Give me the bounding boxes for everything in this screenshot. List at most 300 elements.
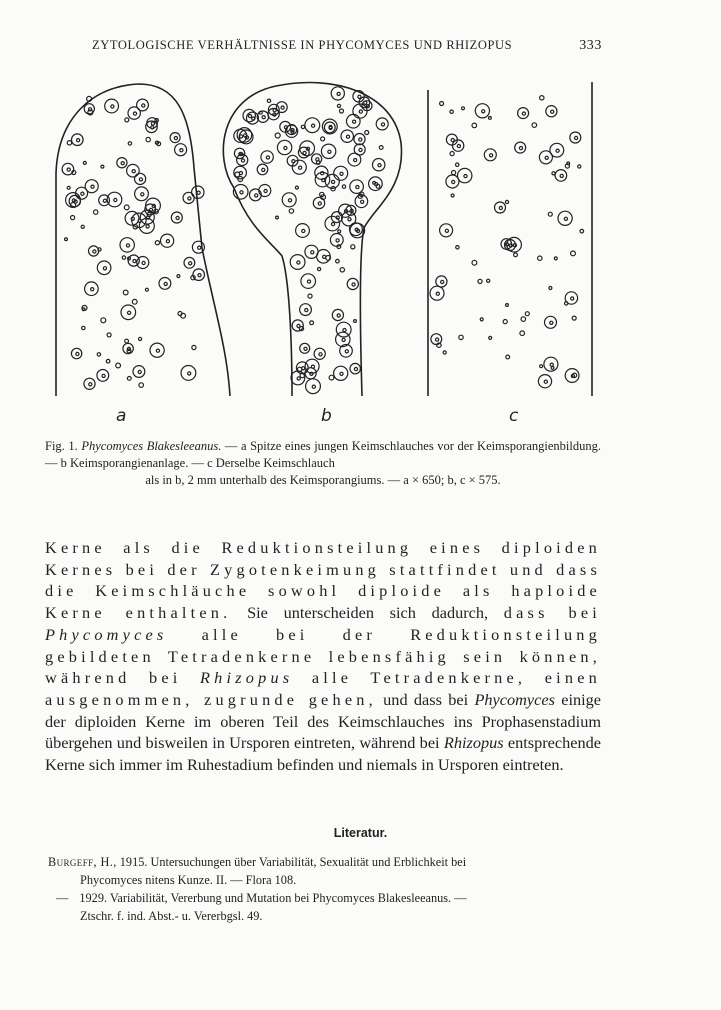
nucleolus — [126, 244, 129, 247]
nucleolus — [361, 200, 364, 203]
nucleolus — [103, 199, 106, 202]
nucleus — [84, 104, 94, 114]
nucleus — [565, 292, 577, 304]
nucleus — [555, 170, 567, 182]
nucleolus — [264, 189, 267, 192]
nucleolus — [359, 148, 362, 151]
nucleolus — [318, 202, 321, 205]
granule — [379, 146, 383, 150]
nucleolus — [340, 172, 343, 175]
nucleolus — [133, 112, 136, 115]
granule — [192, 345, 196, 349]
granule — [338, 230, 341, 233]
granule — [107, 333, 111, 337]
nucleolus — [336, 239, 339, 242]
nucleus — [89, 246, 99, 256]
granule — [125, 339, 129, 343]
nucleolus — [381, 123, 384, 126]
nucleus — [99, 195, 110, 206]
nucleus — [305, 118, 320, 133]
nucleus — [324, 122, 335, 133]
nucleus — [331, 87, 344, 100]
granule — [480, 318, 483, 321]
nucleus — [430, 286, 444, 300]
nucleus — [475, 104, 489, 118]
nucleolus — [240, 191, 243, 194]
nucleolus — [550, 363, 553, 366]
nucleolus — [464, 175, 467, 178]
granule — [123, 290, 128, 295]
figure-caption — [45, 438, 601, 489]
nucleolus — [91, 185, 94, 188]
body-text-3: einige der diploiden Kerne im oberen Teil des Keimschlauches ins Prophasenstadium übergehen und bisweilen in Ursporen eintreten, während bei — [45, 689, 601, 753]
nucleolus — [67, 168, 70, 171]
nucleolus — [198, 246, 201, 249]
nucleolus — [436, 338, 439, 341]
nucleolus — [560, 174, 563, 177]
granule — [459, 335, 463, 339]
granule — [145, 288, 148, 291]
nucleolus — [138, 219, 141, 222]
granule — [351, 245, 355, 249]
nucleolus — [252, 117, 255, 120]
nucleus — [545, 316, 557, 328]
nucleolus — [345, 350, 348, 353]
nucleolus — [149, 208, 152, 211]
running-header — [92, 38, 602, 53]
nucleus — [277, 140, 291, 154]
nucleus — [66, 193, 81, 208]
figure-1-drawing — [44, 78, 604, 398]
granule — [97, 353, 100, 356]
granule — [132, 299, 137, 304]
granule — [572, 316, 576, 320]
nucleolus — [332, 223, 335, 226]
granule — [295, 186, 298, 189]
granule — [155, 241, 159, 245]
nucleus — [127, 164, 140, 177]
granule — [340, 268, 344, 272]
granule — [301, 125, 304, 128]
nucleus — [495, 202, 506, 213]
granule — [98, 248, 101, 251]
nucleus — [184, 257, 195, 268]
literature-heading: Literatur. — [333, 826, 388, 840]
nucleolus — [297, 324, 300, 327]
nucleolus — [452, 180, 455, 183]
granule — [478, 279, 482, 283]
granule — [83, 161, 86, 164]
granule — [65, 238, 68, 241]
body-genus-2: Rhizopus — [200, 668, 294, 688]
granule — [452, 171, 456, 175]
granule — [505, 200, 508, 203]
caption-fig-number: Fig. 1. — [45, 439, 78, 453]
nucleolus — [151, 126, 154, 129]
nucleus — [85, 282, 99, 296]
nucleus — [436, 276, 447, 287]
nucleolus — [262, 116, 265, 119]
granule — [116, 363, 121, 368]
granule — [71, 216, 75, 220]
granule — [376, 184, 380, 188]
granule — [308, 294, 312, 298]
granule — [551, 367, 554, 370]
nucleus — [347, 278, 358, 289]
nucleus — [334, 166, 348, 180]
nucleus — [305, 359, 319, 373]
nucleus — [515, 142, 526, 153]
nucleus — [350, 223, 363, 236]
granule — [580, 229, 584, 233]
nucleus — [72, 134, 84, 146]
nucleolus — [142, 261, 145, 264]
nucleolus — [329, 126, 332, 129]
granule — [275, 133, 280, 138]
granule — [128, 142, 131, 145]
nucleolus — [319, 353, 322, 356]
reference-continuation: Ztschr. f. ind. Abst.- u. Vererbgsl. 49. — [80, 908, 263, 923]
nucleolus — [305, 309, 308, 312]
granule — [487, 279, 490, 282]
granule — [101, 318, 106, 323]
nucleus — [341, 130, 353, 142]
granule — [289, 209, 293, 213]
reference-continuation: Phycomyces nitens Kunze. II. — Flora 108. — [80, 872, 297, 887]
nucleolus — [359, 138, 362, 141]
nucleus — [431, 334, 442, 345]
body-text-2: und dass bei — [376, 689, 475, 709]
nucleolus — [138, 370, 141, 373]
nucleus — [76, 187, 88, 199]
nucleolus — [311, 251, 314, 254]
nucleus — [135, 187, 149, 201]
granule — [548, 212, 552, 216]
nucleolus — [354, 368, 357, 371]
nucleus — [105, 99, 119, 113]
granule — [571, 251, 576, 256]
granule — [235, 172, 240, 177]
nucleus — [570, 132, 581, 143]
granule — [177, 275, 180, 278]
nucleus — [120, 238, 134, 252]
nucleolus — [346, 135, 349, 138]
nucleus — [117, 158, 127, 168]
nucleus — [170, 133, 180, 143]
body-text-4: entsprechende Kerne sich immer im Ruhestadium befinden und niemals in Ursporen eintreten. — [45, 733, 601, 775]
nucleus — [313, 197, 324, 208]
nucleolus — [93, 250, 96, 253]
granule — [520, 331, 525, 336]
nucleus — [321, 144, 335, 158]
nucleolus — [197, 191, 200, 194]
nucleus — [161, 234, 174, 247]
body-text-1: Sie unterscheiden sich dadurch, — [231, 603, 504, 623]
granule — [365, 131, 369, 135]
nucleolus — [364, 101, 367, 104]
body-spaced-2: dass bei — [503, 603, 601, 623]
nucleolus — [297, 377, 300, 380]
body-genus-3: Phycomyces — [474, 689, 555, 709]
nucleolus — [198, 274, 201, 277]
nucleolus — [436, 292, 439, 295]
nucleolus — [356, 186, 359, 189]
granule — [472, 260, 477, 265]
granule — [139, 383, 144, 388]
granule — [450, 110, 453, 113]
nucleolus — [266, 156, 269, 159]
nucleolus — [166, 240, 169, 243]
nucleus — [458, 168, 472, 182]
nucleus — [171, 212, 182, 223]
nucleus — [348, 153, 361, 166]
nucleolus — [89, 383, 92, 386]
granule — [310, 321, 314, 325]
granule — [489, 336, 492, 339]
nucleus — [306, 379, 321, 394]
nucleus — [292, 320, 303, 331]
nucleus — [452, 140, 463, 151]
nucleolus — [297, 261, 300, 264]
nucleolus — [482, 110, 485, 113]
granule — [456, 163, 459, 166]
granule — [329, 375, 334, 380]
nucleolus — [241, 159, 244, 162]
reference-text: 1929. Variabilität, Vererbung und Mutation bei Phycomyces Blakesleeanus. — — [76, 891, 467, 905]
nucleolus — [164, 282, 167, 285]
granule — [540, 96, 544, 100]
nucleolus — [128, 311, 131, 314]
nucleus — [282, 193, 296, 207]
granule — [125, 118, 129, 122]
nucleolus — [544, 380, 547, 383]
nucleolus — [255, 194, 258, 197]
nucleolus — [457, 145, 460, 148]
nucleus — [336, 332, 350, 346]
nucleolus — [310, 372, 313, 375]
granule — [267, 99, 270, 102]
nucleus — [305, 245, 318, 258]
nucleolus — [139, 178, 142, 181]
caption-text-1: — a Spitze eines jungen Keimschlauches vor der Keimsporangienbildung. — b Keimsporangienanlage. — c Derselbe Keimschlauch — [45, 439, 601, 470]
nucleolus — [571, 297, 574, 300]
nucleolus — [328, 150, 331, 153]
panel-label-b: b — [321, 406, 332, 426]
nucleolus — [445, 229, 448, 232]
granule — [124, 205, 129, 210]
nucleus — [290, 255, 305, 270]
nucleus — [544, 357, 558, 371]
nucleus — [97, 261, 111, 275]
nucleolus — [81, 192, 84, 195]
running-title: ZYTOLOGISCHE VERHÄLTNISSE IN PHYCOMYCES UND RHIZOPUS — [92, 38, 513, 52]
granule — [578, 165, 581, 168]
granule — [506, 304, 509, 307]
nucleolus — [142, 104, 145, 107]
nucleus — [296, 224, 310, 238]
nucleus — [71, 348, 81, 358]
reference-text: 1915. Untersuchungen über Variabilität, Sexualität und Erblichkeit bei — [116, 855, 467, 869]
nucleolus — [188, 372, 191, 375]
nucleolus — [176, 216, 179, 219]
nucleus — [376, 118, 388, 130]
nucleus — [150, 343, 164, 357]
nucleus — [334, 366, 348, 380]
nucleus — [350, 180, 364, 194]
granule — [462, 107, 465, 110]
nucleolus — [299, 166, 302, 169]
nucleolus — [354, 159, 357, 162]
nucleus — [331, 212, 342, 223]
granule — [82, 326, 85, 329]
granule — [514, 253, 518, 257]
granule — [318, 268, 321, 271]
nucleus — [301, 274, 316, 289]
nucleolus — [111, 105, 114, 108]
nucleolus — [340, 372, 343, 375]
nucleus — [175, 144, 187, 156]
nucleolus — [76, 352, 79, 355]
nucleus — [314, 348, 325, 359]
nucleolus — [353, 120, 356, 123]
granule — [67, 141, 71, 145]
nucleolus — [288, 199, 291, 202]
nucleolus — [91, 288, 94, 291]
nucleus — [518, 108, 529, 119]
granule — [440, 102, 444, 106]
nucleus — [135, 173, 146, 184]
body-paragraph — [45, 537, 601, 776]
nucleolus — [348, 218, 351, 221]
granule — [450, 152, 454, 156]
nucleolus — [281, 106, 284, 109]
nucleus — [97, 370, 109, 382]
nucleolus — [156, 349, 159, 352]
granule — [554, 257, 557, 260]
nucleus — [140, 210, 154, 224]
nucleus — [84, 378, 95, 389]
nucleus — [159, 278, 171, 290]
body-spaced-3: alle bei der Reduktionsteilung gebildeten Tetradenkerne lebensfähig sein können, während bei — [45, 624, 601, 688]
panel-a-outline — [56, 84, 230, 396]
granule — [354, 320, 357, 323]
granule — [101, 165, 104, 168]
nucleolus — [180, 149, 183, 152]
nucleolus — [262, 168, 265, 171]
granule — [122, 256, 125, 259]
nucleolus — [332, 180, 335, 183]
granule — [506, 355, 510, 359]
nucleus — [546, 106, 557, 117]
caption-species: Phycomyces Blakesleeanus. — [81, 439, 222, 453]
nucleus — [247, 112, 259, 124]
nucleolus — [141, 193, 144, 196]
body-spaced-4: alle Tetradenkerne, einen ausgenommen, zugrunde gehen, — [45, 668, 601, 709]
granule — [443, 351, 446, 354]
nucleus — [347, 114, 361, 128]
nucleolus — [499, 206, 502, 209]
panel-label-a: a — [116, 406, 127, 426]
reference-author: — — [56, 891, 69, 905]
nucleolus — [551, 110, 554, 113]
granule — [451, 194, 454, 197]
nucleolus — [189, 262, 192, 265]
granule — [373, 182, 376, 185]
nucleolus — [302, 367, 305, 370]
nucleolus — [121, 162, 124, 165]
granule — [81, 225, 84, 228]
granule — [503, 320, 507, 324]
nucleus — [183, 192, 194, 203]
nucleus — [550, 143, 564, 157]
nucleolus — [284, 146, 287, 149]
nucleolus — [316, 158, 319, 161]
granule — [342, 185, 345, 188]
nucleolus — [188, 197, 191, 200]
nucleus — [354, 134, 365, 145]
nucleolus — [575, 136, 578, 139]
nucleolus — [337, 92, 340, 95]
nucleus — [484, 149, 496, 161]
nucleolus — [77, 139, 80, 142]
granule — [321, 137, 325, 141]
nucleolus — [174, 137, 177, 140]
nucleolus — [307, 280, 310, 283]
body-spaced-1: Kerne als die Reduktionsteilung eines diploiden Kernes bei der Zygotenkeimung stattfindet und dass die Keimschläuche sowohl diploide als haploide Kerne enthalten. — [45, 538, 601, 623]
nucleolus — [322, 179, 325, 182]
nucleolus — [359, 110, 362, 113]
reference-author: Burgeff, H., — [48, 855, 117, 869]
nucleus — [257, 164, 268, 175]
nucleus — [332, 309, 343, 320]
nucleus — [193, 269, 205, 281]
page-number: 333 — [579, 38, 602, 53]
nucleus — [300, 304, 312, 316]
granule — [139, 337, 142, 340]
granule — [146, 137, 150, 141]
nucleolus — [550, 321, 553, 324]
nucleus — [259, 185, 271, 197]
granule — [337, 104, 340, 107]
nucleolus — [358, 95, 361, 98]
nucleus — [330, 234, 343, 247]
nucleus — [261, 151, 273, 163]
granule — [521, 317, 526, 322]
nucleolus — [490, 154, 493, 157]
granule — [276, 216, 279, 219]
granule — [106, 359, 110, 363]
body-genus-4: Rhizopus — [443, 733, 504, 753]
nucleolus — [312, 124, 315, 127]
panel-b-outline-left — [234, 188, 292, 396]
nucleolus — [240, 135, 243, 138]
nucleolus — [545, 156, 548, 159]
nucleolus — [133, 260, 136, 263]
granule — [472, 123, 477, 128]
nucleus — [250, 189, 262, 201]
nucleolus — [342, 338, 345, 341]
granule — [532, 123, 537, 128]
nucleus — [121, 305, 136, 320]
nucleolus — [132, 170, 135, 173]
granule — [127, 377, 131, 381]
granule — [549, 287, 552, 290]
panel-label-c: c — [509, 406, 519, 426]
nucleus — [538, 375, 551, 388]
nucleus — [133, 366, 145, 378]
granule — [525, 312, 529, 316]
nucleolus — [89, 108, 92, 111]
